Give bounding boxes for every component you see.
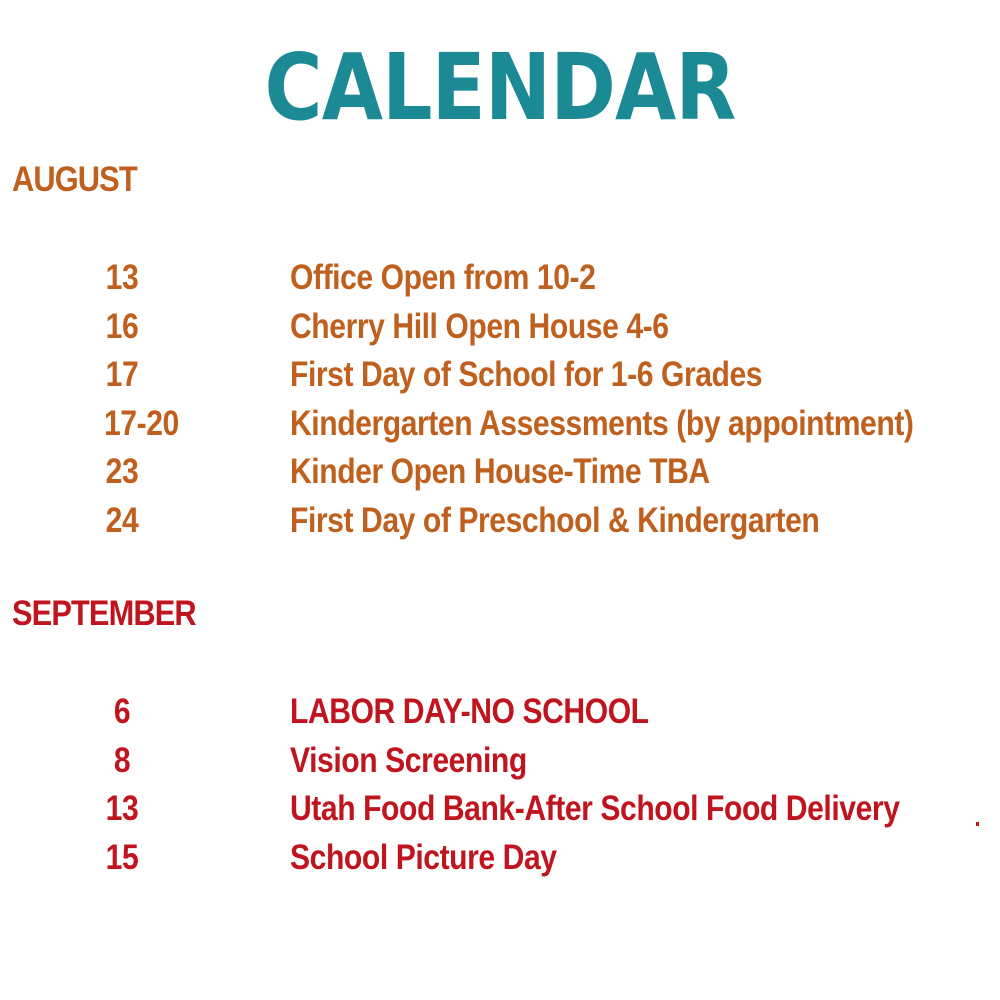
event-description: Kinder Open House-Time TBA <box>290 452 710 491</box>
stray-mark <box>976 822 979 826</box>
event-date: 16 <box>105 306 139 346</box>
august-event-list <box>0 256 1000 547</box>
event-date: 8 <box>113 740 131 780</box>
event-description: First Day of School for 1-6 Grades <box>290 355 763 394</box>
event-date: 13 <box>105 789 139 828</box>
event-description: First Day of Preschool & Kindergarten <box>290 500 820 540</box>
event-description: LABOR DAY-NO SCHOOL <box>290 692 649 731</box>
list-item <box>0 353 1000 402</box>
month-heading-september: SEPTEMBER <box>12 594 196 633</box>
list-item <box>0 256 1000 305</box>
list-item <box>0 402 1000 451</box>
september-event-list <box>0 690 1000 884</box>
list-item <box>0 739 1000 788</box>
event-description: School Picture Day <box>290 837 557 877</box>
list-item <box>0 305 1000 354</box>
event-date: 17 <box>105 355 139 394</box>
event-description: Vision Screening <box>290 740 527 780</box>
event-date: 24 <box>105 500 139 540</box>
list-item <box>0 836 1000 885</box>
event-description: Kindergarten Assessments (by appointment) <box>290 403 914 443</box>
event-date: 13 <box>105 258 139 297</box>
event-description: Office Open from 10-2 <box>290 258 596 297</box>
list-item <box>0 499 1000 548</box>
page-title: CALENDAR <box>264 34 736 141</box>
event-date: 23 <box>105 452 139 491</box>
list-item <box>0 690 1000 739</box>
event-date: 6 <box>113 692 131 731</box>
event-date: 15 <box>105 837 139 877</box>
event-description: Cherry Hill Open House 4-6 <box>290 306 669 346</box>
list-item <box>0 787 1000 836</box>
event-description: Utah Food Bank-After School Food Delivery <box>290 789 900 828</box>
event-date: 17-20 <box>104 403 179 443</box>
month-heading-august: AUGUST <box>12 160 137 199</box>
list-item <box>0 450 1000 499</box>
